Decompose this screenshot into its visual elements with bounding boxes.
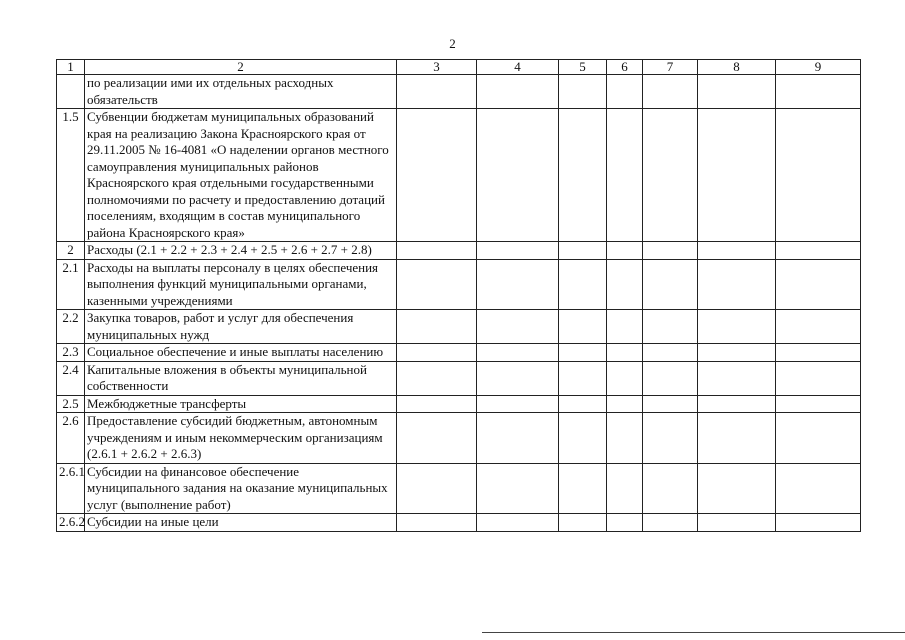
empty-value-cell-col-6 <box>607 109 643 242</box>
empty-value-cell-col-7 <box>643 463 698 514</box>
row-description-cell: Субсидии на финансовое обеспечение муниципального задания на оказание муниципальных услуг (выполнение работ) <box>85 463 397 514</box>
empty-value-cell-col-5 <box>559 310 607 344</box>
row-code-cell: 2.4 <box>57 361 85 395</box>
row-description-cell: Субвенции бюджетам муниципальных образований края на реализацию Закона Красноярского края от 29.11.2005 № 16-4081 «О наделении органов местного самоуправления муниципальных районов Красноярского края отдельными государственными полномочиями по расчету и предоставлению дотаций поселениям, входящим в состав муниципального района Красноярского края» <box>85 109 397 242</box>
empty-value-cell-col-9 <box>776 361 861 395</box>
empty-value-cell-col-5 <box>559 75 607 109</box>
empty-value-cell-col-9 <box>776 310 861 344</box>
empty-value-cell-col-6 <box>607 259 643 310</box>
column-header: 1 <box>57 60 85 75</box>
empty-value-cell-col-3 <box>397 75 477 109</box>
empty-value-cell-col-8 <box>698 344 776 362</box>
table-row <box>57 344 861 362</box>
empty-value-cell-col-8 <box>698 310 776 344</box>
empty-value-cell-col-3 <box>397 514 477 532</box>
empty-value-cell-col-6 <box>607 310 643 344</box>
empty-value-cell-col-6 <box>607 344 643 362</box>
page-number: 2 <box>449 36 456 51</box>
empty-value-cell-col-6 <box>607 413 643 464</box>
empty-value-cell-col-8 <box>698 463 776 514</box>
empty-value-cell-col-4 <box>477 75 559 109</box>
empty-value-cell-col-8 <box>698 413 776 464</box>
empty-value-cell-col-7 <box>643 395 698 413</box>
table-row <box>57 310 861 344</box>
column-header: 3 <box>397 60 477 75</box>
empty-value-cell-col-5 <box>559 109 607 242</box>
empty-value-cell-col-9 <box>776 109 861 242</box>
empty-value-cell-col-9 <box>776 514 861 532</box>
empty-value-cell-col-8 <box>698 514 776 532</box>
empty-value-cell-col-7 <box>643 514 698 532</box>
row-code-cell: 2.6 <box>57 413 85 464</box>
empty-value-cell-col-7 <box>643 109 698 242</box>
table-row <box>57 361 861 395</box>
table-row <box>57 413 861 464</box>
empty-value-cell-col-5 <box>559 361 607 395</box>
row-code-cell <box>57 75 85 109</box>
empty-value-cell-col-7 <box>643 344 698 362</box>
empty-value-cell-col-7 <box>643 413 698 464</box>
empty-value-cell-col-3 <box>397 344 477 362</box>
table-row <box>57 463 861 514</box>
column-header: 2 <box>85 60 397 75</box>
table-row <box>57 514 861 532</box>
empty-value-cell-col-6 <box>607 463 643 514</box>
empty-value-cell-col-5 <box>559 344 607 362</box>
empty-value-cell-col-8 <box>698 361 776 395</box>
row-description-cell: Закупка товаров, работ и услуг для обеспечения муниципальных нужд <box>85 310 397 344</box>
row-description-cell: Субсидии на иные цели <box>85 514 397 532</box>
empty-value-cell-col-6 <box>607 361 643 395</box>
budget-table <box>56 59 861 532</box>
row-description-cell: Межбюджетные трансферты <box>85 395 397 413</box>
empty-value-cell-col-9 <box>776 75 861 109</box>
empty-value-cell-col-9 <box>776 242 861 260</box>
empty-value-cell-col-3 <box>397 395 477 413</box>
empty-value-cell-col-8 <box>698 242 776 260</box>
empty-value-cell-col-5 <box>559 395 607 413</box>
row-description-cell: Расходы (2.1 + 2.2 + 2.3 + 2.4 + 2.5 + 2.6 + 2.7 + 2.8) <box>85 242 397 260</box>
empty-value-cell-col-3 <box>397 242 477 260</box>
column-header: 5 <box>559 60 607 75</box>
row-code-cell: 1.5 <box>57 109 85 242</box>
empty-value-cell-col-4 <box>477 395 559 413</box>
column-header: 7 <box>643 60 698 75</box>
empty-value-cell-col-9 <box>776 413 861 464</box>
row-code-cell: 2.2 <box>57 310 85 344</box>
empty-value-cell-col-4 <box>477 413 559 464</box>
empty-value-cell-col-4 <box>477 344 559 362</box>
empty-value-cell-col-7 <box>643 75 698 109</box>
row-code-cell: 2.5 <box>57 395 85 413</box>
row-description-cell: Социальное обеспечение и иные выплаты населению <box>85 344 397 362</box>
empty-value-cell-col-5 <box>559 259 607 310</box>
empty-value-cell-col-5 <box>559 463 607 514</box>
empty-value-cell-col-9 <box>776 344 861 362</box>
empty-value-cell-col-6 <box>607 242 643 260</box>
empty-value-cell-col-8 <box>698 259 776 310</box>
empty-value-cell-col-6 <box>607 514 643 532</box>
table-body <box>57 75 861 532</box>
empty-value-cell-col-5 <box>559 242 607 260</box>
empty-value-cell-col-4 <box>477 259 559 310</box>
empty-value-cell-col-3 <box>397 310 477 344</box>
empty-value-cell-col-9 <box>776 259 861 310</box>
empty-value-cell-col-4 <box>477 463 559 514</box>
row-code-cell: 2.1 <box>57 259 85 310</box>
column-header: 8 <box>698 60 776 75</box>
empty-value-cell-col-3 <box>397 413 477 464</box>
row-code-cell: 2.6.1 <box>57 463 85 514</box>
column-header: 4 <box>477 60 559 75</box>
empty-value-cell-col-4 <box>477 109 559 242</box>
empty-value-cell-col-8 <box>698 109 776 242</box>
empty-value-cell-col-7 <box>643 242 698 260</box>
table-row <box>57 242 861 260</box>
empty-value-cell-col-3 <box>397 109 477 242</box>
empty-value-cell-col-6 <box>607 395 643 413</box>
row-description-cell: Расходы на выплаты персоналу в целях обеспечения выполнения функций муниципальными органами, казенными учреждениями <box>85 259 397 310</box>
table-row <box>57 109 861 242</box>
empty-value-cell-col-7 <box>643 361 698 395</box>
row-code-cell: 2.3 <box>57 344 85 362</box>
column-header: 9 <box>776 60 861 75</box>
table-row <box>57 395 861 413</box>
empty-value-cell-col-4 <box>477 242 559 260</box>
row-description-cell: Капитальные вложения в объекты муниципальной собственности <box>85 361 397 395</box>
scan-edge-line <box>482 632 905 633</box>
empty-value-cell-col-4 <box>477 310 559 344</box>
empty-value-cell-col-3 <box>397 463 477 514</box>
empty-value-cell-col-5 <box>559 413 607 464</box>
row-code-cell: 2.6.2 <box>57 514 85 532</box>
row-code-cell: 2 <box>57 242 85 260</box>
empty-value-cell-col-8 <box>698 395 776 413</box>
table-row <box>57 75 861 109</box>
empty-value-cell-col-4 <box>477 361 559 395</box>
row-description-cell: по реализации ими их отдельных расходных обязательств <box>85 75 397 109</box>
header-row <box>57 60 861 75</box>
row-description-cell: Предоставление субсидий бюджетным, автономным учреждениям и иным некоммерческим организациям (2.6.1 + 2.6.2 + 2.6.3) <box>85 413 397 464</box>
empty-value-cell-col-3 <box>397 259 477 310</box>
empty-value-cell-col-5 <box>559 514 607 532</box>
empty-value-cell-col-7 <box>643 310 698 344</box>
empty-value-cell-col-9 <box>776 395 861 413</box>
empty-value-cell-col-4 <box>477 514 559 532</box>
column-header: 6 <box>607 60 643 75</box>
empty-value-cell-col-9 <box>776 463 861 514</box>
empty-value-cell-col-8 <box>698 75 776 109</box>
empty-value-cell-col-6 <box>607 75 643 109</box>
empty-value-cell-col-3 <box>397 361 477 395</box>
empty-value-cell-col-7 <box>643 259 698 310</box>
table-row <box>57 259 861 310</box>
